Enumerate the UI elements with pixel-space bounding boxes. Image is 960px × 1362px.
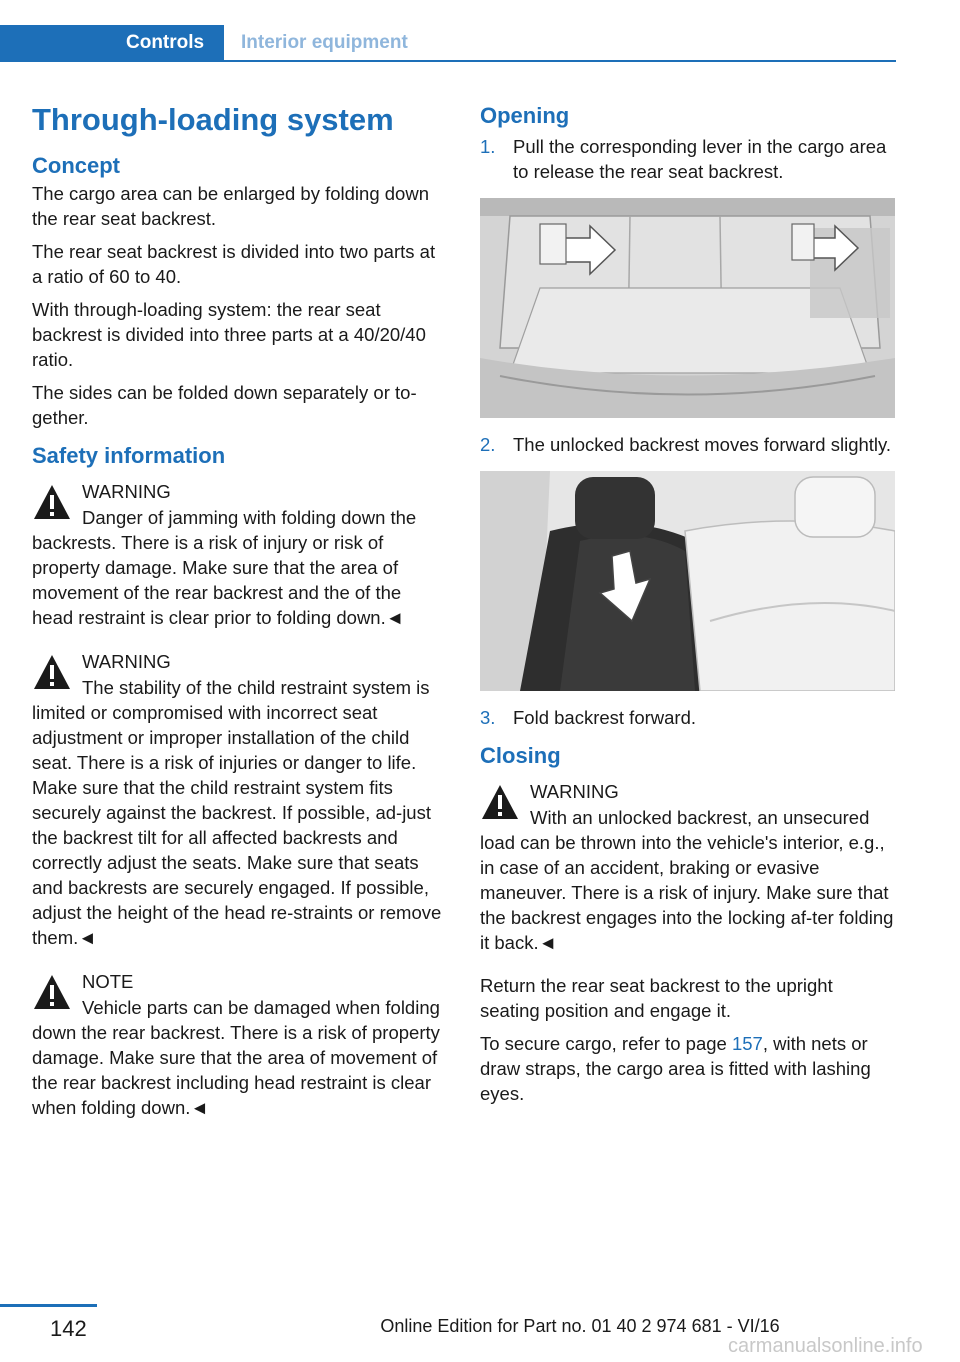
opening-heading: Opening (480, 103, 570, 128)
note-text: Vehicle parts can be damaged when folding down the rear backrest. There is a risk of property damage. Make sure that the area of movement of the rear backrest including head restraint is clear when folding down.◄ (32, 997, 440, 1118)
note-title: NOTE (82, 971, 134, 992)
page-link[interactable]: 157 (731, 1033, 763, 1054)
warning-triangle-icon (480, 782, 520, 822)
step-text: Fold backrest forward. (513, 707, 697, 728)
tab-interior-equipment[interactable]: Interior equipment (241, 32, 408, 53)
warning-title: WARNING (530, 781, 619, 802)
step-number: 1. (480, 136, 496, 157)
opening-steps-3 (480, 705, 894, 730)
right-column (480, 98, 894, 1114)
warning-title: WARNING (82, 481, 171, 502)
warning-block-1 (32, 478, 446, 630)
watermark: carmanualsonline.info (728, 1335, 923, 1357)
step-text: Pull the corresponding lever in the cargo area to release the rear seat backrest. (513, 136, 887, 182)
page-title: Through-loading system (32, 102, 394, 137)
warning-triangle-icon (32, 972, 72, 1012)
concept-paragraph-1: The cargo area can be enlarged by folding down the rear seat backrest. (32, 183, 429, 229)
safety-heading: Safety information (32, 443, 226, 468)
warning-text: The stability of the child restraint system is limited or compromised with incorrect seat adjustment or improper installation of the child seat. There is a risk of injuries or danger to life. Make sure that the child restraint system fits securely against the backrest. If possible, ad‐just the backrest tilt for all affected backrests and correctly adjust the seats. Make sure that seats and backrests are securely engaged. If possible, adjust the height of the head re‐straints or remove them.◄ (32, 677, 442, 948)
cargo-area-illustration (480, 198, 895, 418)
opening-steps (480, 134, 894, 184)
list-item (480, 134, 894, 184)
list-item (480, 432, 894, 457)
warning-text: With an unlocked backrest, an unsecured load can be thrown into the vehicle's interior, e.g., in case of an accident, braking or evasive maneuver. There is a risk of injury. Make sure that the backrest engages into the locking af‐ter folding it back.◄ (480, 807, 894, 953)
backrest-illustration (480, 471, 895, 691)
concept-paragraph-3: With through-loading system: the rear seat backrest is divided into three parts at a 40/20/40 ratio. (32, 299, 426, 370)
concept-paragraph-2: The rear seat backrest is divided into two parts at a ratio of 60 to 40. (32, 241, 436, 287)
closing-paragraph-2 (480, 1031, 894, 1106)
opening-steps-2 (480, 432, 894, 457)
step-number: 2. (480, 434, 496, 455)
concept-paragraph-4: The sides can be folded down separately or to‐gether. (32, 382, 417, 428)
closing-heading: Closing (480, 743, 561, 768)
closing-text-a: To secure cargo, refer to page (480, 1033, 732, 1054)
note-block (32, 968, 446, 1120)
left-column (32, 98, 446, 1138)
step-number: 3. (480, 707, 496, 728)
backrest-image (480, 471, 895, 691)
step-text: The unlocked backrest moves forward slightly. (513, 434, 892, 455)
warning-title: WARNING (82, 651, 171, 672)
footer-rule (0, 1304, 97, 1307)
cargo-lever-image (480, 198, 895, 418)
closing-text-b: , with nets or draw straps, the cargo area is fitted with lashing eyes. (480, 1033, 871, 1104)
warning-block-2 (32, 648, 446, 950)
closing-paragraph-1: Return the rear seat backrest to the upright seating position and engage it. (480, 975, 833, 1021)
header-tabs (0, 25, 896, 62)
warning-triangle-icon (32, 482, 72, 522)
list-item (480, 705, 894, 730)
warning-triangle-icon (32, 652, 72, 692)
warning-text: Danger of jamming with folding down the backrests. There is a risk of injury or risk of property damage. Make sure that the area of movement of the rear backrest and the of the head restraint is clear prior to folding down.◄ (32, 507, 417, 628)
concept-heading: Concept (32, 153, 120, 178)
tab-controls[interactable]: Controls (0, 25, 224, 60)
edition-label: Online Edition for Part no. 01 40 2 974 681 - VI/16 (380, 1316, 780, 1336)
warning-block-3 (480, 778, 894, 955)
page-number: 142 (50, 1316, 87, 1341)
